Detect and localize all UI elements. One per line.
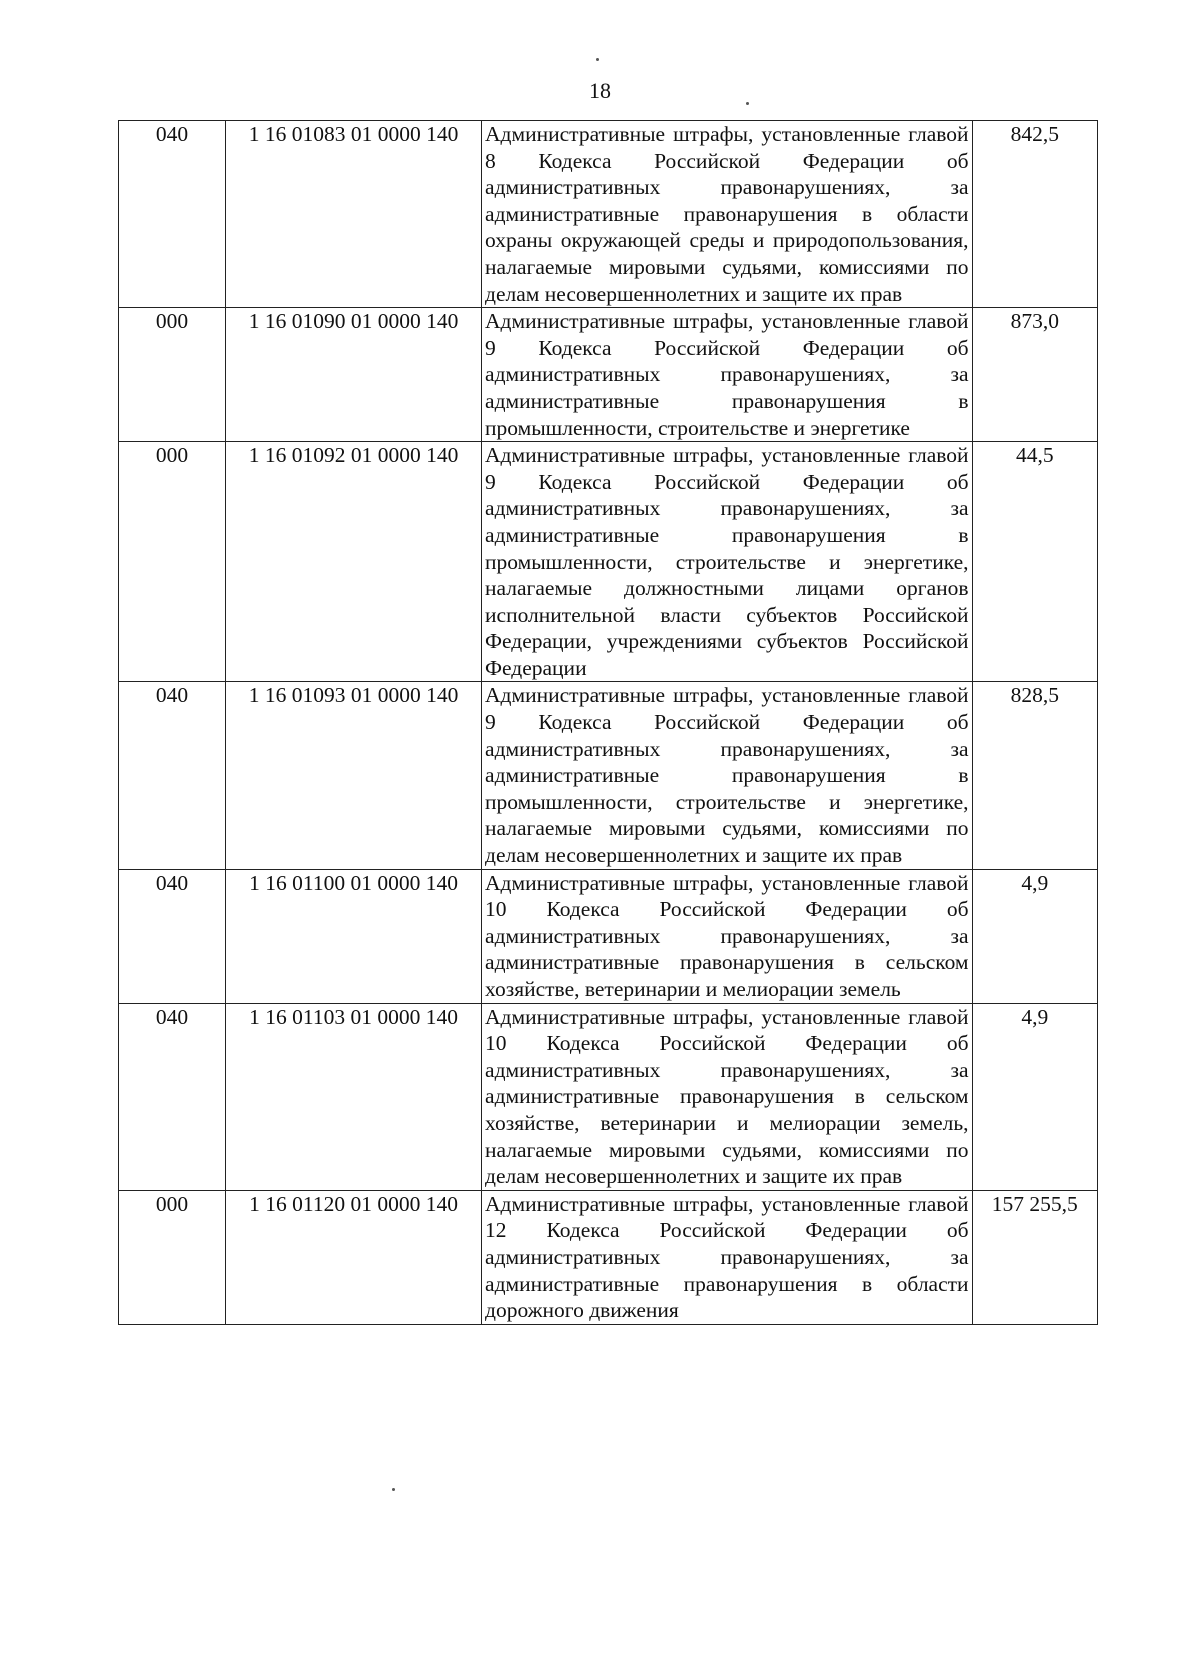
amount-cell: 873,0: [972, 308, 1097, 442]
table-row: [119, 1190, 1098, 1324]
revenue-name-cell: Административные штрафы, установленные главой 9 Кодекса Российской Федерации об административных правонарушениях, за административные правонарушения в промышленности, строительстве и энергетике, налагаемые должностными лицами органов исполнительной власти субъектов Российской Федерации, учреждениями субъектов Российской Федерации: [482, 442, 973, 682]
amount-cell: 828,5: [972, 682, 1097, 869]
revenue-name-cell: Административные штрафы, установленные главой 9 Кодекса Российской Федерации об административных правонарушениях, за административные правонарушения в промышленности, строительстве и энергетике: [482, 308, 973, 442]
revenue-name-cell: Административные штрафы, установленные главой 12 Кодекса Российской Федерации об административных правонарушениях, за административные правонарушения в области дорожного движения: [482, 1190, 973, 1324]
amount-cell: 842,5: [972, 121, 1097, 308]
revenue-name-cell: Административные штрафы, установленные главой 10 Кодекса Российской Федерации об административных правонарушениях, за административные правонарушения в сельском хозяйстве, ветеринарии и мелиорации земель, налагаемые мировыми судьями, комиссиями по делам несовершеннолетних и защите их прав: [482, 1003, 973, 1190]
kbk-code-cell: 1 16 01100 01 0000 140: [226, 869, 482, 1003]
kbk-code-cell: 1 16 01092 01 0000 140: [226, 442, 482, 682]
admin-code-cell: 040: [119, 1003, 226, 1190]
admin-code-cell: 040: [119, 869, 226, 1003]
revenue-name-cell: Административные штрафы, установленные главой 9 Кодекса Российской Федерации об административных правонарушениях, за административные правонарушения в промышленности, строительстве и энергетике, налагаемые мировыми судьями, комиссиями по делам несовершеннолетних и защите их прав: [482, 682, 973, 869]
amount-cell: 157 255,5: [972, 1190, 1097, 1324]
kbk-code-cell: 1 16 01090 01 0000 140: [226, 308, 482, 442]
revenue-name-cell: Административные штрафы, установленные главой 8 Кодекса Российской Федерации об административных правонарушениях, за административные правонарушения в области охраны окружающей среды и природопользования, налагаемые мировыми судьями, комиссиями по делам несовершеннолетних и защите их прав: [482, 121, 973, 308]
admin-code-cell: 000: [119, 1190, 226, 1324]
amount-cell: 4,9: [972, 869, 1097, 1003]
amount-cell: 4,9: [972, 1003, 1097, 1190]
admin-code-cell: 000: [119, 308, 226, 442]
kbk-code-cell: 1 16 01120 01 0000 140: [226, 1190, 482, 1324]
table-row: [119, 1003, 1098, 1190]
admin-code-cell: 040: [119, 682, 226, 869]
table-row: [119, 442, 1098, 682]
table-row: [119, 308, 1098, 442]
table-row: [119, 121, 1098, 308]
admin-code-cell: 040: [119, 121, 226, 308]
scan-speck: [596, 58, 599, 61]
kbk-code-cell: 1 16 01083 01 0000 140: [226, 121, 482, 308]
revenue-table: [118, 120, 1098, 1325]
scan-speck: [392, 1488, 395, 1491]
kbk-code-cell: 1 16 01093 01 0000 140: [226, 682, 482, 869]
page-number: 18: [589, 78, 611, 103]
table-row: [119, 869, 1098, 1003]
admin-code-cell: 000: [119, 442, 226, 682]
amount-cell: 44,5: [972, 442, 1097, 682]
kbk-code-cell: 1 16 01103 01 0000 140: [226, 1003, 482, 1190]
revenue-name-cell: Административные штрафы, установленные главой 10 Кодекса Российской Федерации об административных правонарушениях, за административные правонарушения в сельском хозяйстве, ветеринарии и мелиорации земель: [482, 869, 973, 1003]
table-row: [119, 682, 1098, 869]
